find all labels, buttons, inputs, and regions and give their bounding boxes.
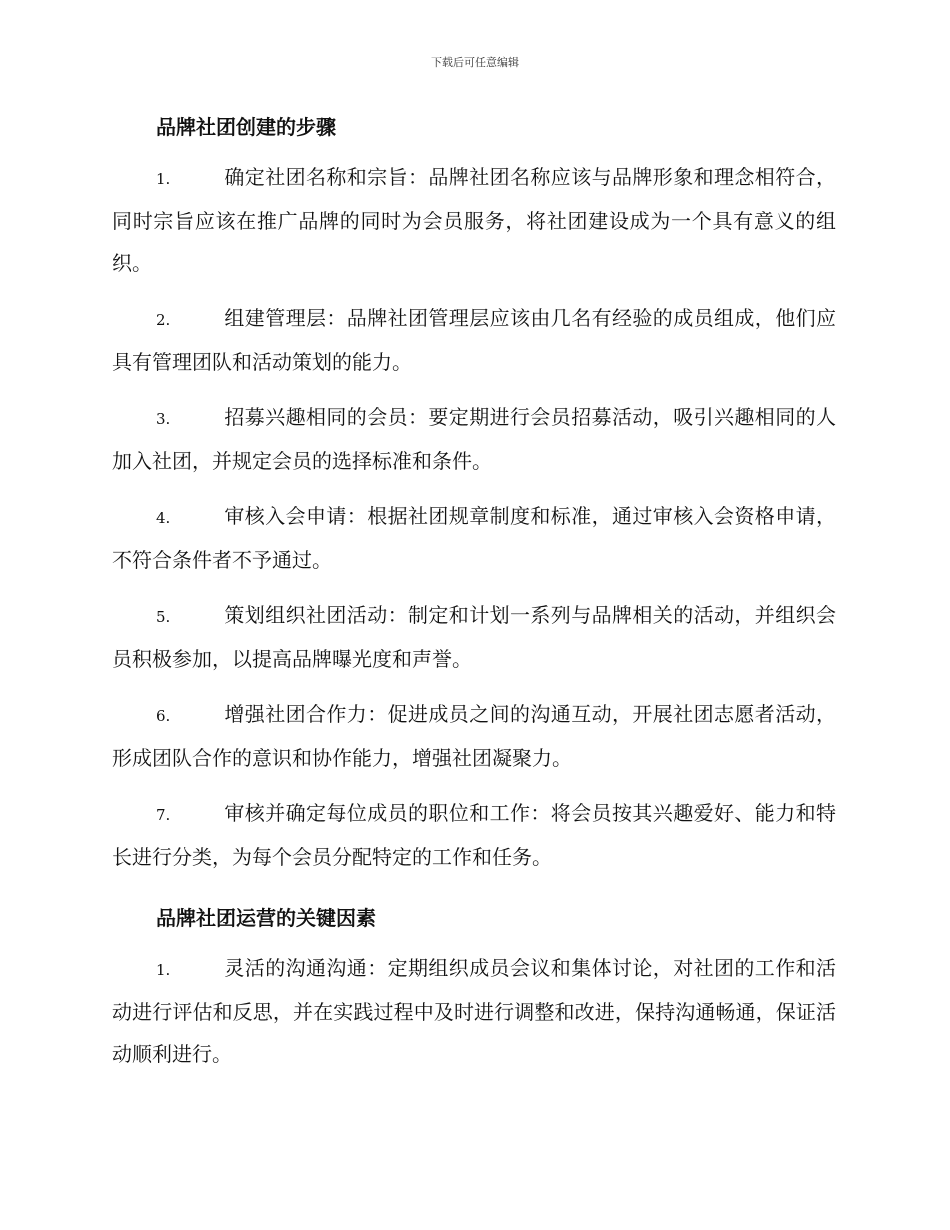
list-item-number: 2. bbox=[156, 311, 171, 329]
list-item-text: 增强社团合作力：促进成员之间的沟通互动，开展社团志愿者活动，形成团队合作的意识和协作能力，增强社团凝聚力。 bbox=[112, 702, 836, 770]
list-item bbox=[112, 297, 836, 383]
list-item bbox=[112, 156, 836, 284]
list-item-number: 6. bbox=[156, 707, 171, 725]
list-item-text: 招募兴趣相同的会员：要定期进行会员招募活动，吸引兴趣相同的人加入社团，并规定会员的选择标准和条件。 bbox=[112, 405, 836, 473]
list-item bbox=[112, 693, 836, 779]
list-item bbox=[112, 947, 836, 1075]
section-heading-creation-steps: 品牌社团创建的步骤 bbox=[156, 115, 336, 139]
list-item bbox=[112, 594, 836, 680]
list-item-text: 策划组织社团活动：制定和计划一系列与品牌相关的活动，并组织会员积极参加，以提高品牌曝光度和声誉。 bbox=[112, 603, 836, 671]
list-item bbox=[112, 396, 836, 482]
document-body bbox=[112, 112, 836, 1075]
list-item-text: 灵活的沟通沟通：定期组织成员会议和集体讨论，对社团的工作和活动进行评估和反思，并在实践过程中及时进行调整和改进，保持沟通畅通，保证活动顺利进行。 bbox=[112, 956, 836, 1066]
list-item-text: 审核并确定每位成员的职位和工作：将会员按其兴趣爱好、能力和特长进行分类，为每个会员分配特定的工作和任务。 bbox=[112, 801, 836, 869]
list-item-number: 3. bbox=[156, 410, 171, 428]
list-item-number: 4. bbox=[156, 509, 171, 527]
list-item-text: 确定社团名称和宗旨：品牌社团名称应该与品牌形象和理念相符合，同时宗旨应该在推广品牌的同时为会员服务，将社团建设成为一个具有意义的组织。 bbox=[112, 165, 836, 275]
list-item-text: 组建管理层：品牌社团管理层应该由几名有经验的成员组成，他们应具有管理团队和活动策划的能力。 bbox=[112, 306, 836, 374]
list-item-number: 1. bbox=[156, 170, 171, 188]
section-heading-key-factors: 品牌社团运营的关键因素 bbox=[156, 906, 376, 930]
page-header-watermark: 下载后可任意编辑 bbox=[431, 56, 519, 69]
list-item-number: 7. bbox=[156, 806, 171, 824]
list-item-number: 5. bbox=[156, 608, 171, 626]
list-item bbox=[112, 792, 836, 878]
list-item-number: 1. bbox=[156, 961, 171, 979]
list-item bbox=[112, 495, 836, 581]
list-item-text: 审核入会申请：根据社团规章制度和标准，通过审核入会资格申请，不符合条件者不予通过。 bbox=[112, 504, 836, 572]
